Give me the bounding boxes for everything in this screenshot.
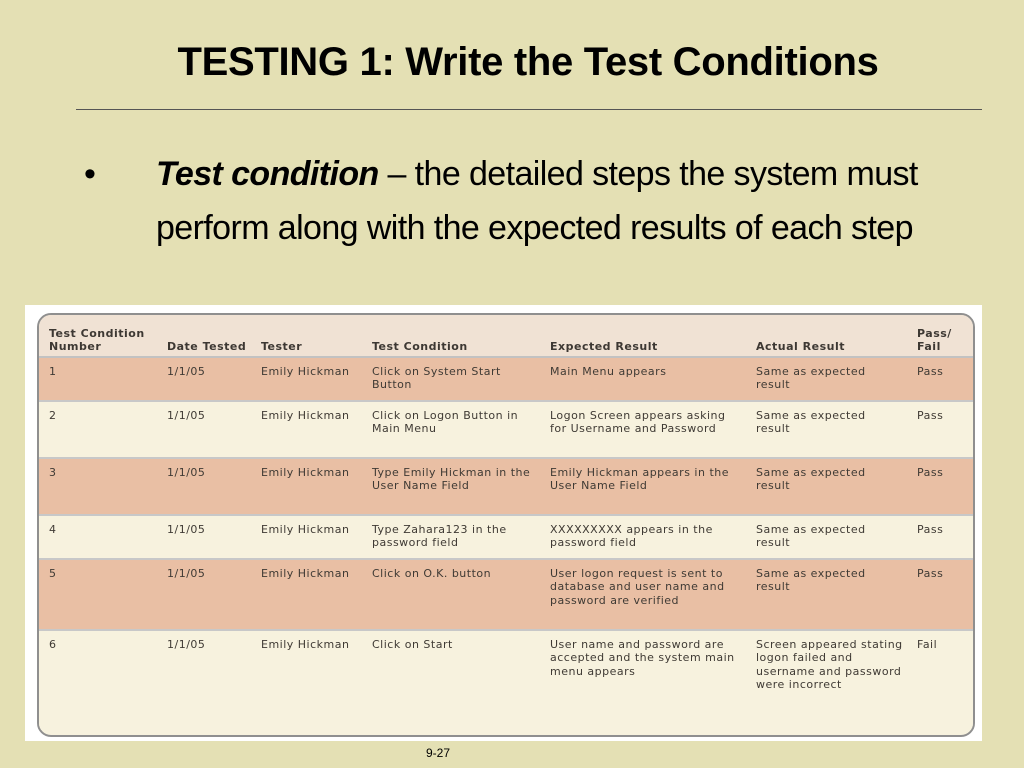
cell-number: 3 <box>39 458 157 515</box>
cell-date: 1/1/05 <box>157 559 251 630</box>
cell-actual: Screen appeared stating logon failed and username and password were incorrect <box>746 630 907 730</box>
table-header-row <box>39 315 973 357</box>
page-number: 9-27 <box>426 746 451 760</box>
slide-title: TESTING 1: Write the Test Conditions <box>177 40 879 84</box>
cell-tester: Emily Hickman <box>251 357 362 401</box>
cell-date: 1/1/05 <box>157 515 251 559</box>
cell-condition: Click on O.K. button <box>362 559 540 630</box>
header-tester: Tester <box>251 315 362 357</box>
cell-actual: Same as expected result <box>746 559 907 630</box>
term-definition: – the detailed steps the system must perform along with the expected results of each step <box>156 155 918 247</box>
cell-condition: Click on Start <box>362 630 540 730</box>
cell-number: 5 <box>39 559 157 630</box>
table-row <box>39 630 973 730</box>
table-row <box>39 458 973 515</box>
test-conditions-panel <box>37 313 975 737</box>
cell-tester: Emily Hickman <box>251 458 362 515</box>
cell-expected: Logon Screen appears asking for Username and Password <box>540 401 746 458</box>
cell-tester: Emily Hickman <box>251 630 362 730</box>
cell-pass-fail: Fail <box>907 630 973 730</box>
cell-date: 1/1/05 <box>157 357 251 401</box>
table-row <box>39 357 973 401</box>
header-actual-result: Actual Result <box>746 315 907 357</box>
table-row <box>39 559 973 630</box>
cell-pass-fail: Pass <box>907 458 973 515</box>
cell-expected: User name and password are accepted and the system main menu appears <box>540 630 746 730</box>
cell-pass-fail: Pass <box>907 559 973 630</box>
table-row <box>39 401 973 458</box>
cell-expected: User logon request is sent to database and user name and password are verified <box>540 559 746 630</box>
cell-condition: Click on System Start Button <box>362 357 540 401</box>
cell-expected: Main Menu appears <box>540 357 746 401</box>
header-expected-result: Expected Result <box>540 315 746 357</box>
cell-number: 1 <box>39 357 157 401</box>
cell-number: 2 <box>39 401 157 458</box>
cell-condition: Click on Logon Button in Main Menu <box>362 401 540 458</box>
header-pass-fail: Pass/ Fail <box>907 315 973 357</box>
cell-actual: Same as expected result <box>746 458 907 515</box>
cell-number: 4 <box>39 515 157 559</box>
test-conditions-table <box>39 315 973 730</box>
cell-tester: Emily Hickman <box>251 401 362 458</box>
cell-pass-fail: Pass <box>907 357 973 401</box>
cell-condition: Type Zahara123 in the password field <box>362 515 540 559</box>
cell-date: 1/1/05 <box>157 458 251 515</box>
bullet-icon: • <box>84 155 96 193</box>
table-row <box>39 515 973 559</box>
header-test-condition-number: Test Condition Number <box>39 315 157 357</box>
cell-date: 1/1/05 <box>157 401 251 458</box>
cell-actual: Same as expected result <box>746 515 907 559</box>
cell-actual: Same as expected result <box>746 357 907 401</box>
header-test-condition: Test Condition <box>362 315 540 357</box>
test-conditions-figure <box>25 305 982 741</box>
cell-number: 6 <box>39 630 157 730</box>
cell-tester: Emily Hickman <box>251 559 362 630</box>
cell-date: 1/1/05 <box>157 630 251 730</box>
defined-term: Test condition <box>156 155 379 193</box>
bullet-text <box>156 147 986 255</box>
header-date-tested: Date Tested <box>157 315 251 357</box>
title-divider <box>76 109 982 110</box>
cell-expected: Emily Hickman appears in the User Name Field <box>540 458 746 515</box>
cell-actual: Same as expected result <box>746 401 907 458</box>
cell-expected: XXXXXXXXX appears in the password field <box>540 515 746 559</box>
cell-condition: Type Emily Hickman in the User Name Field <box>362 458 540 515</box>
cell-tester: Emily Hickman <box>251 515 362 559</box>
cell-pass-fail: Pass <box>907 515 973 559</box>
cell-pass-fail: Pass <box>907 401 973 458</box>
